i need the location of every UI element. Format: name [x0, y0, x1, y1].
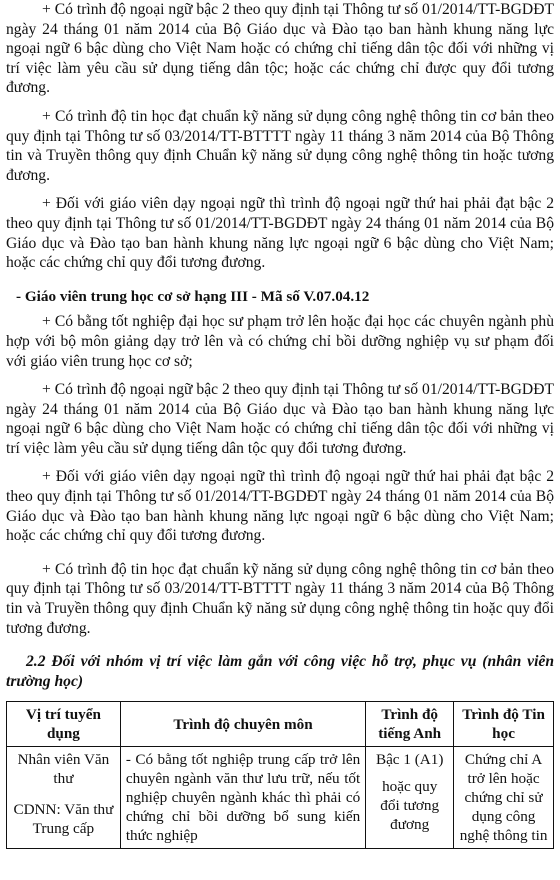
- table-header-row: [7, 702, 554, 747]
- header-qualification: Trình độ chuyên môn: [120, 702, 365, 747]
- section-heading-support-staff: 2.2 Đối với nhóm vị trí việc làm gắn với công việc hỗ trợ, phục vụ (nhân viên trường học): [6, 653, 554, 690]
- english-level: Bậc 1 (A1): [375, 751, 444, 769]
- header-it-level: Trình độ Tin học: [454, 702, 554, 747]
- paragraph-it-requirement: + Có trình độ tin học đạt chuẩn kỹ năng sử dụng công nghệ thông tin cơ bản theo quy định tại Thông tư số 03/2014/TT-BTTTT ngày 11 tháng 3 năm 2014 của Bộ Thông tin và Truyền thông quy định Chuẩn kỹ năng sử dụng công nghệ thông tin hoặc tương đương.: [6, 107, 554, 184]
- table-row: [7, 747, 554, 849]
- header-english-level: Trình độ tiếng Anh: [366, 702, 454, 747]
- position-name: Nhân viên Văn thư: [17, 751, 110, 788]
- paragraph-second-language-requirement: + Đối với giáo viên dạy ngoại ngữ thì trình độ ngoại ngữ thứ hai phải đạt bậc 2 theo quy định tại Thông tư số 01/2014/TT-BGDĐT ngày 24 tháng 01 năm 2014 của Bộ Giáo dục và Đào tạo ban hành khung năng lực ngoại ngữ 6 bậc dùng cho Việt Nam; hoặc các chứng chỉ quy đổi tương đương.: [6, 195, 554, 272]
- cell-qualification: - Có bằng tốt nghiệp trung cấp trở lên chuyên ngành văn thư lưu trữ, nếu tốt nghiệp chuyên ngành khác thì phải có chứng chỉ bồi dưỡng bổ sung kiến thức nghiệp: [120, 747, 365, 849]
- recruitment-table: [6, 701, 554, 849]
- paragraph-it-requirement-2: + Có trình độ tin học đạt chuẩn kỹ năng sử dụng công nghệ thông tin cơ bản theo quy định tại Thông tư số 03/2014/TT-BTTTT ngày 11 tháng 3 năm 2014 của Bộ Thông tin và Truyền thông quy định Chuẩn kỹ năng sử dụng công nghệ thông tin hoặc quy đổi tương đương.: [6, 560, 554, 637]
- paragraph-second-language-requirement-2: + Đối với giáo viên dạy ngoại ngữ thì trình độ ngoại ngữ thứ hai phải đạt bậc 2 theo quy định tại Thông tư số 01/2014/TT-BGDĐT ngày 24 tháng 01 năm 2014 của Bộ Giáo dục và Đào tạo ban hành khung năng lực ngoại ngữ 6 bậc dùng cho Việt Nam; hoặc các chứng chỉ quy đổi tương đương.: [6, 468, 554, 545]
- heading-secondary-teacher-grade-3: - Giáo viên trung học cơ sở hạng III - Mã số V.07.04.12: [16, 287, 370, 305]
- cell-it-level: Chứng chỉ A trở lên hoặc chứng chỉ sử dụng công nghệ thông tin: [454, 747, 554, 849]
- cell-english-level: [366, 747, 454, 849]
- position-code: CDNN: Văn thư Trung cấp: [13, 801, 114, 838]
- paragraph-degree-requirement: + Có bằng tốt nghiệp đại học sư phạm trở lên hoặc đại học các chuyên ngành phù hợp với bộ môn giảng dạy trở lên và có chứng chỉ bồi dưỡng nghiệp vụ sư phạm đối với giáo viên trung học cơ sở;: [6, 313, 554, 370]
- paragraph-foreign-language-requirement: + Có trình độ ngoại ngữ bậc 2 theo quy định tại Thông tư số 01/2014/TT-BGDĐT ngày 24 tháng 01 năm 2014 của Bộ Giáo dục và Đào tạo ban hành khung năng lực ngoại ngữ 6 bậc dùng cho Việt Nam hoặc có chứng chỉ tiếng dân tộc đối với những vị trí việc làm yêu cầu sử dụng tiếng dân tộc; hoặc các chứng chỉ được quy đổi tương đương.: [6, 1, 554, 97]
- paragraph-foreign-language-requirement-2: + Có trình độ ngoại ngữ bậc 2 theo quy định tại Thông tư số 01/2014/TT-BGDĐT ngày 24 tháng 01 năm 2014 của Bộ Giáo dục và Đào tạo ban hành khung năng lực ngoại ngữ 6 bậc dùng cho Việt Nam hoặc có chứng chỉ tiếng dân tộc đối với những vị trí việc làm yêu cầu sử dụng tiếng dân tộc quy đổi tương đương.: [6, 381, 554, 457]
- cell-position: [7, 747, 121, 849]
- header-position: Vị trí tuyển dụng: [7, 702, 121, 747]
- english-alternative: hoặc quy đổi tương đương: [380, 778, 440, 834]
